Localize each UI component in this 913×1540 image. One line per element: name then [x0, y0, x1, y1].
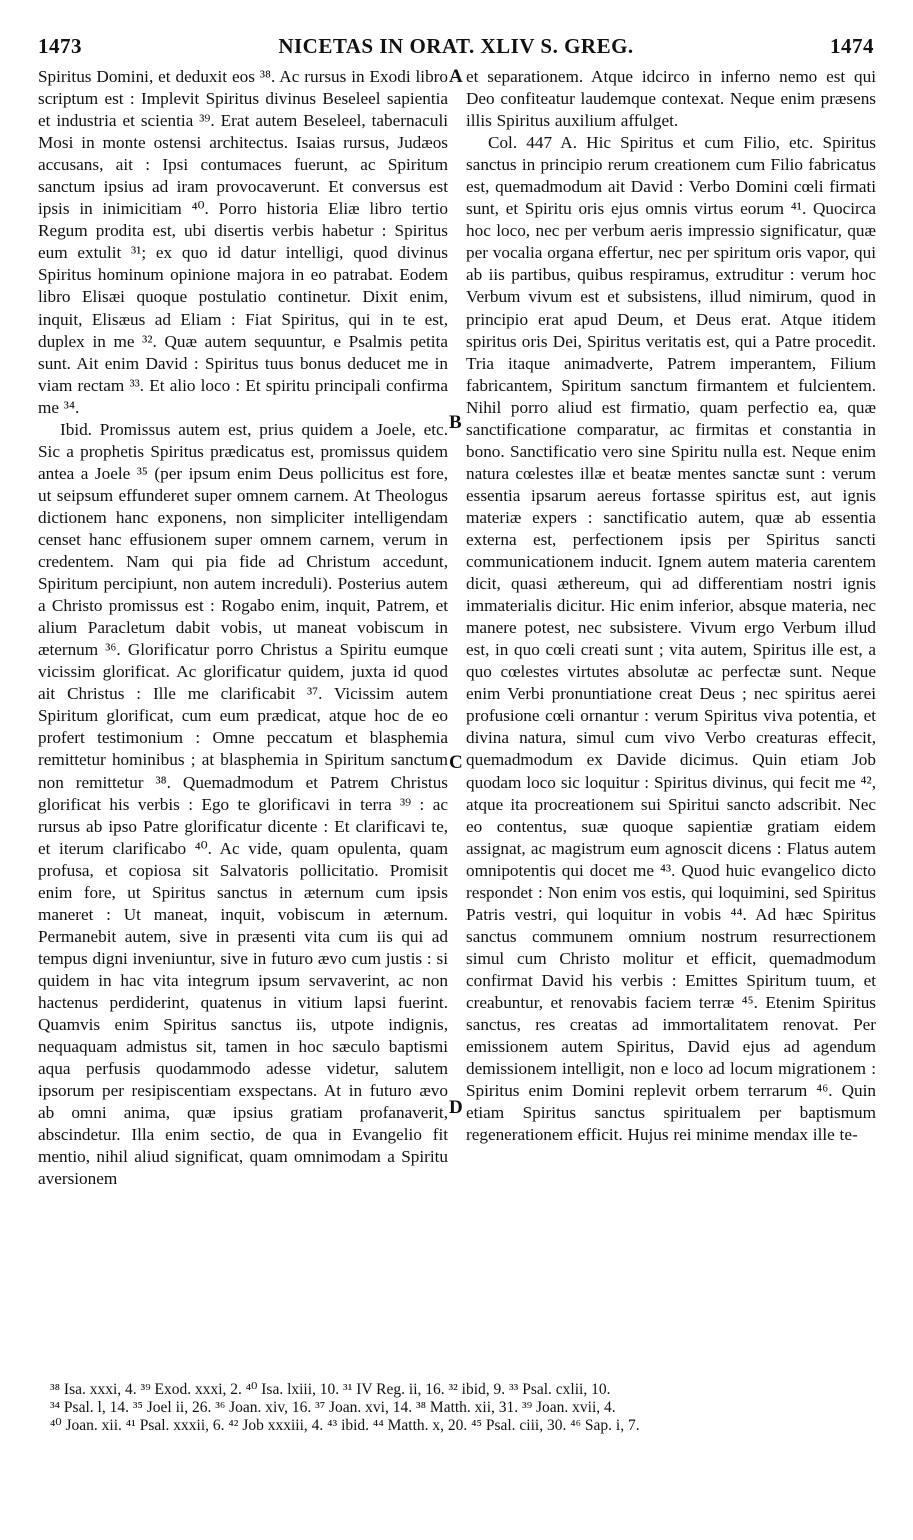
running-title: NICETAS IN ORAT. XLIV S. GREG. [278, 34, 634, 58]
left-page-number: 1473 [38, 34, 82, 58]
paragraph: Ibid. Promissus autem est, prius quidem a Joele, etc. Sic a prophetis Spiritus prædicatus est, promissus quidem antea a Joele ³⁵ (per ipsum enim Deus pollicitus est fore, ut seipsum effunderet super omnem carnem. At Theologus dictionem hanc exponens, non simpliciter intelligendam censet hanc effusionem super omnem carnem, verum in credentem. Nam qui pia fide ad Christum accedunt, Spiritum percipiunt, non autem increduli). Posterius autem a Christo promissus est : Rogabo enim, inquit, Patrem, et alium Paracletum dabit vobis, ut maneat vobiscum in æternum ³⁶. Glorificatur porro Christus a Spiritu eumque vicissim glorificat. Ac glorificatur quidem, juxta id quod ait Christus : Ille me clarificabit ³⁷. Vicissim autem Spiritum glorificat, cum eum prædicat, atque hoc de eo profert testimonium : Omne peccatum et blasphemia remittetur hominibus ; at blasphemia in Spiritum sanctum non remittetur ³⁸. Quemadmodum et Patrem Christus glorificat his verbis : Ego te glorificavi in terra ³⁹ : ac rursus ab ipso Patre glorificatur dicente : Et clarificavi te, et iterum clarificabo ⁴⁰. Ac vide, quam opulenta, quam profusa, et copiosa sit Salvatoris pollicitatio. Promisit enim fore, ut Spiritus sanctus in æternum cum ipsis maneret : Ut maneat, inquit, vobiscum in æternum. Permanebit autem, sive in præsenti vita cum iis qui ad tempus digni inveniuntur, sive in futuro ævo cum justis : si quidem in hac vita integrum ipsum servaverint, ac non hactenus perdiderint, quatenus in vitium lapsi fuerint. Quamvis enim Spiritus sanctus iis, utpote indignis, nequaquam admistus sit, tamen in hoc sæculo baptismi aqua perfusis quodammodo adesse videtur, salutem ipsorum per resipiscentiam exspectans. At in futuro ævo ab omni anima, quæ ipsius gratiam profanaverit, abscindetur. Illa enim sectio, de qua in Evangelio fit mentio, nihil aliud significat, quam omnimodam a Spiritu aversionem [38, 419, 448, 1189]
right-page-number: 1474 [830, 34, 874, 58]
paragraph: et separationem. Atque idcirco in inferno nemo est qui Deo confiteatur laudemque contexat. Neque enim præsens illis Spiritus auxilium affulget. [466, 67, 876, 131]
paragraph: Col. 447 A. Hic Spiritus et cum Filio, etc. Spiritus sanctus in principio rerum creationem cum Filio fabricatus est, quemadmodum ait David : Verbo Domini cœli firmati sunt, et Spiritu oris ejus omnis virtus eorum ⁴¹. Quocirca hoc loco, nec per verbum aeris impressio significatur, quæ per vocalia organa effertur, nec per spiritum oris vapor, qui ab iis partibus, quibus respiramus, extruditur : verum hoc Verbum vivum est et subsistens, illud nimirum, quod in principio erat apud Deum, et Deus erat. Atque itidem spiritus oris Dei, Spiritus veritatis est, qui a Patre procedit. Tria itaque animadverte, Patrem imperantem, Filium fabricantem, Spiritum sanctum firmantem et fulcientem. Nihil porro aliud est firmatio, quam perfectio ea, quæ sanctificatione comparatur, ac firmitas et constantia in bono. Sanctificatio vero sine Spiritu nulla est. Neque enim natura cœlestes illæ et beatæ mentes sanctæ sunt : verum essentia ipsarum aereus fortasse spiritus est, aut ignis materiæ expers : sanctificatio autem, quæ ab essentia externa est, perfectionem ipsis per Spiritus sancti communicationem inducit. Ignem autem materia carentem dicit, quasi æthereum, qui ad differentiam nostri ignis immaterialis dicitur. Hic enim inferior, absque materia, nec manere potest, nec subsistere. Vivum ergo Verbum illud est, in quo cœli creati sunt ; vita autem, Spiritus ille est, a quo cœlestes virtutes absolutæ ac perfectæ sunt. Neque enim Verbi pronuntiatione creat Deus ; nec spiritus aerei profusione cœli ornantur : verum Spiritus viva potentia, et divina natura, simul cum vivo Verbo creaturas effecit, quemadmodum ex Davide dicimus. Quin etiam Job quodam loco sic loquitur : Spiritus divinus, qui fecit me ⁴², atque ita procreationem sui Spiritui sancto adscribit. Nec eo contentus, suæ quoque sapientiæ gratiam eidem assignat, ac magistrum eum agnoscit dicens : Flatus autem omnipotentis qui docet me ⁴³. Quod huic evangelico dicto respondet : Non enim vos estis, qui loquimini, sed Spiritus Patris vestri, qui loquitur in vobis ⁴⁴. Ad hæc Spiritus sanctus communem omnium nostrum resurrectionem simul cum Christo molitur et efficit, quemadmodum confirmat David his verbis : Emittes Spiritum tuum, et creabuntur, et renovabis faciem terræ ⁴⁵. Etenim Spiritus sanctus, res creatas ad immortalitatem renovat. Per emissionem autem Spiritus, David ejus ad agendum demissionem intelligit, non e loco ad locum migrationem : Spiritus enim Domini replevit orbem terrarum ⁴⁶. Quin etiam Spiritus sanctus spiritualem per baptismum regenerationem efficit. Hujus rei minime mendax ille te- [466, 133, 876, 1145]
right-column [466, 66, 876, 1146]
footnote-line: ⁴⁰ Joan. xii. ⁴¹ Psal. xxxii, 6. ⁴² Job xxxiii, 4. ⁴³ ibid. ⁴⁴ Matth. x, 20. ⁴⁵ Psal. ciii, 30. ⁴⁶ Sap. i, 7. [50, 1417, 640, 1434]
page-header [38, 34, 874, 60]
section-marker-b: B [449, 412, 462, 433]
footnote-line: ³⁸ Isa. xxxi, 4. ³⁹ Exod. xxxi, 2. ⁴⁰ Isa. lxiii, 10. ³¹ IV Reg. ii, 16. ³² ibid, 9. ³³ Psal. cxlii, 10. [50, 1381, 611, 1398]
left-column [38, 66, 448, 1190]
section-marker-d: D [449, 1097, 463, 1118]
footnotes [50, 1381, 876, 1435]
paragraph: Spiritus Domini, et deduxit eos ³⁸. Ac rursus in Exodi libro scriptum est : Implevit Spiritus divinus Beseleel sapientia et industria et scientia ³⁹. Erat autem Beseleel, tabernaculi Mosi in monte ostensi architectus. Isaias rursus, Judæos accusans, ait : Ipsi contumaces fuerunt, ac Spiritum sanctum ipsius ad iram provocaverunt. Et conversus est ipsis in inimicitiam ⁴⁰. Porro historia Eliæ libro tertio Regum prodita est, ubi disertis verbis habetur : Spiritus eum extulit ³¹; ex quo id datur intelligi, quod divinus Spiritus hominum opinione majora in eo patrabat. Eodem libro Elisæi quoque postulatio continetur. Dixit enim, inquit, Elisæus ad Eliam : Fiat Spiritus, qui in te est, duplex in me ³². Quæ autem sequuntur, e Psalmis petita sunt. Ait enim David : Spiritus tuus bonus deducet me in viam rectam ³³. Et alio loco : Et spiritu principali confirma me ³⁴. [38, 67, 448, 417]
footnote-line: ³⁴ Psal. l, 14. ³⁵ Joel ii, 26. ³⁶ Joan. xiv, 16. ³⁷ Joan. xvi, 14. ³⁸ Matth. xii, 31. ³⁹ Joan. xvii, 4. [50, 1399, 616, 1416]
section-marker-c: C [449, 752, 463, 773]
section-marker-a: A [449, 66, 463, 87]
